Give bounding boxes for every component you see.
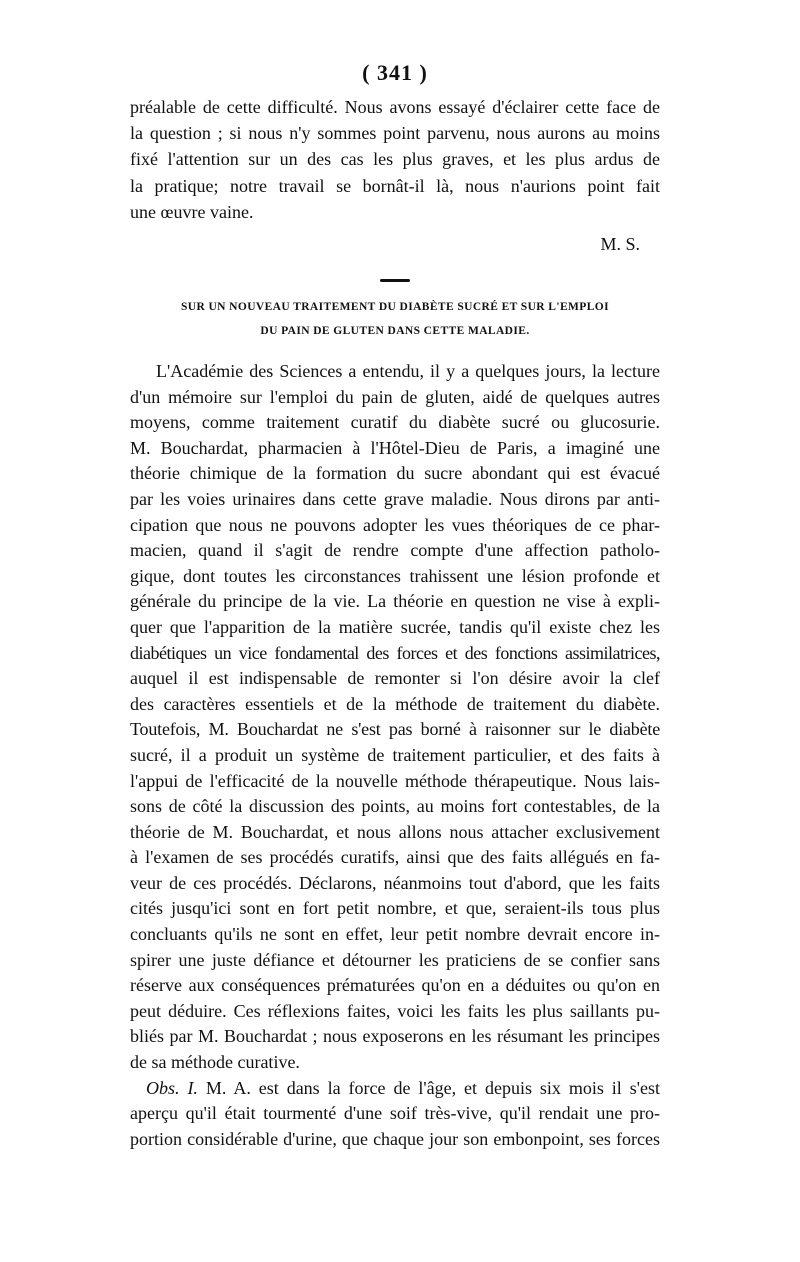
article-title — [130, 295, 660, 343]
observation-label: Obs. I. — [146, 1077, 198, 1098]
text-line: la pratique; notre travail se bornât-il là, nous n'aurions point fait — [130, 175, 660, 196]
text-line: théorie de M. Bouchardat, et nous allons nous attacher exclusivement — [130, 821, 660, 842]
text-line: des caractères essentiels et de la méthode de traitement du diabète. — [130, 693, 660, 714]
text-line: de sa méthode curative. — [130, 1052, 300, 1073]
text-line: l'appui de l'efficacité de la nouvelle méthode thérapeutique. Nous lais- — [130, 770, 660, 791]
page-number: ( 341 ) — [362, 60, 428, 85]
divider-rule — [380, 279, 410, 282]
text-line: quer que l'apparition de la matière sucrée, tandis qu'il existe chez les — [130, 616, 660, 637]
signature: M. S. — [600, 234, 640, 255]
text-line: L'Académie des Sciences a entendu, il y a quelques jours, la lecture — [156, 361, 660, 382]
text-line: macien, quand il s'agit de rendre compte d'une affection patholo- — [130, 540, 660, 561]
text-line: spirer une juste défiance et détourner les praticiens de se confier sans — [130, 949, 660, 970]
intro-paragraph — [130, 94, 660, 225]
text-line: moyens, comme traitement curatif du diabète sucré ou glucosurie. — [130, 412, 660, 433]
text-line: peut déduire. Ces réflexions faites, voici les faits les plus saillants pu- — [130, 1000, 660, 1021]
text-line: aperçu qu'il était tourmenté d'une soif très-vive, qu'il rendait une pro- — [130, 1103, 660, 1124]
body-paragraph — [130, 359, 660, 1076]
observation-text: M. A. est dans la force de l'âge, et depuis six mois il s'est — [197, 1077, 660, 1098]
text-line: la question ; si nous n'y sommes point parvenu, nous aurons au moins — [130, 123, 660, 144]
title-line: SUR UN NOUVEAU TRAITEMENT DU DIABÈTE SUCRÉ ET SUR L'EMPLOI — [180, 301, 609, 314]
text-line: réserve aux conséquences prématurées qu'on en a déduites ou qu'on en — [130, 975, 660, 996]
text-line: sucré, il a produit un système de traitement particulier, et des faits à — [130, 744, 660, 765]
text-line: d'un mémoire sur l'emploi du pain de gluten, aidé de quelques autres — [130, 386, 660, 407]
text-line: auquel il est indispensable de remonter si l'on désire avoir la clef — [130, 668, 660, 689]
text-line: concluants qu'ils ne sont en effet, leur petit nombre devrait encore in- — [130, 924, 660, 945]
text-line: fixé l'attention sur un des cas les plus graves, et les plus ardus de — [130, 149, 660, 170]
text-line: générale du principe de la vie. La théorie en question ne vise à expli- — [130, 591, 660, 612]
text-line: Toutefois, M. Bouchardat ne s'est pas borné à raisonner sur le diabète — [130, 719, 660, 740]
text-line: préalable de cette difficulté. Nous avons essayé d'éclairer cette face de — [130, 97, 660, 117]
text-line: gique, dont toutes les circonstances trahissent une lésion profonde et — [130, 565, 660, 586]
text-line: bliés par M. Bouchardat ; nous exposerons en les résumant les principes — [130, 1026, 660, 1047]
text-line: diabétiques un vice fondamental des forces et des fonctions assimilatrices, — [130, 642, 660, 663]
observation-paragraph — [130, 1076, 660, 1153]
text-line: à l'examen de ses procédés curatifs, ainsi que des faits allégués en fa- — [130, 847, 660, 868]
document-page — [130, 60, 660, 1152]
title-line: DU PAIN DE GLUTEN DANS CETTE MALADIE. — [260, 325, 530, 338]
text-line — [130, 1076, 660, 1102]
text-line: sons de côté la discussion des points, au moins fort contestables, de la — [130, 796, 660, 817]
text-line: cipation que nous ne pouvons adopter les vues théoriques de ce phar- — [130, 514, 660, 535]
text-line: portion considérable d'urine, que chaque jour son embonpoint, ses forces — [130, 1128, 660, 1149]
text-line: une œuvre vaine. — [130, 201, 254, 222]
text-line: par les voies urinaires dans cette grave maladie. Nous dirons par anti- — [130, 488, 660, 509]
text-line: théorie chimique de la formation du sucre abondant qui est évacué — [130, 463, 660, 484]
section-divider — [130, 269, 660, 275]
text-line: M. Bouchardat, pharmacien à l'Hôtel-Dieu de Paris, a imaginé une — [130, 437, 660, 458]
text-line: veur de ces procédés. Déclarons, néanmoins tout d'abord, que les faits — [130, 872, 660, 893]
text-line: cités jusqu'ici sont en fort petit nombre, et que, seraient-ils tous plus — [130, 898, 660, 919]
